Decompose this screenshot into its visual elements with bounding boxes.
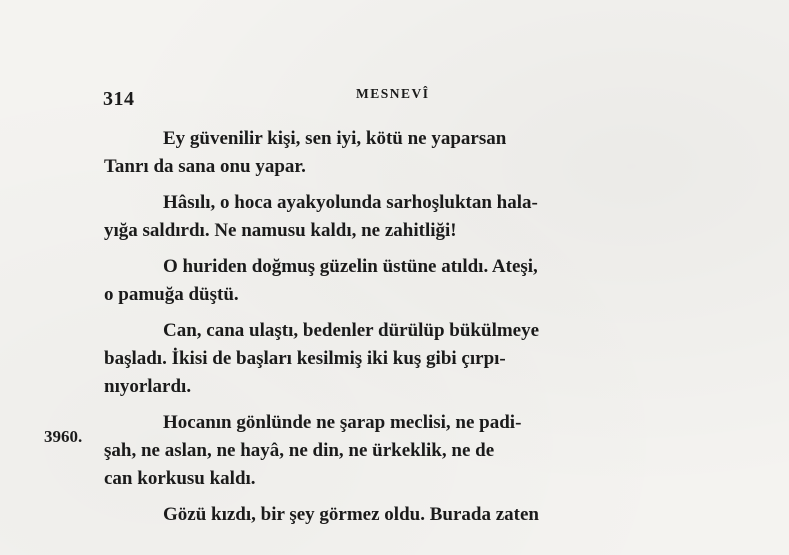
text-line: şah, ne aslan, ne hayâ, ne din, ne ürkeklik, ne de [104,440,495,462]
text-line: o pamuğa düştü. [104,284,239,306]
text-line: Can, cana ulaştı, bedenler dürülüp bükülmeye [163,319,540,341]
text-line: can korkusu kaldı. [104,468,256,490]
text-line: Tanrı da sana onu yapar. [104,156,306,178]
paragraph [104,253,686,309]
text-line: O huriden doğmuş güzelin üstüne atıldı. Ateşi, [163,255,538,277]
page-number: 314 [103,88,135,110]
text-line: Hâsılı, o hoca ayakyolunda sarhoşluktan hala- [163,191,538,213]
text-line: Gözü kızdı, bir şey görmez oldu. Burada zaten [163,503,539,525]
paragraph [104,409,686,494]
paragraph [104,501,686,529]
paragraph [104,125,686,181]
verse-number: 3960. [44,427,83,446]
paragraph [104,317,686,402]
text-line: yığa saldırdı. Ne namusu kaldı, ne zahitliği! [104,220,457,242]
text-line: Hocanın gönlünde ne şarap meclisi, ne padi- [163,411,522,433]
body-text [104,125,686,537]
running-head: MESNEVÎ [356,86,430,101]
text-line: nıyorlardı. [104,376,192,398]
paragraph [104,189,686,245]
text-line: Ey güvenilir kişi, sen iyi, kötü ne yaparsan [163,128,507,149]
text-line: başladı. İkisi de başları kesilmiş iki kuş gibi çırpı- [104,347,506,369]
